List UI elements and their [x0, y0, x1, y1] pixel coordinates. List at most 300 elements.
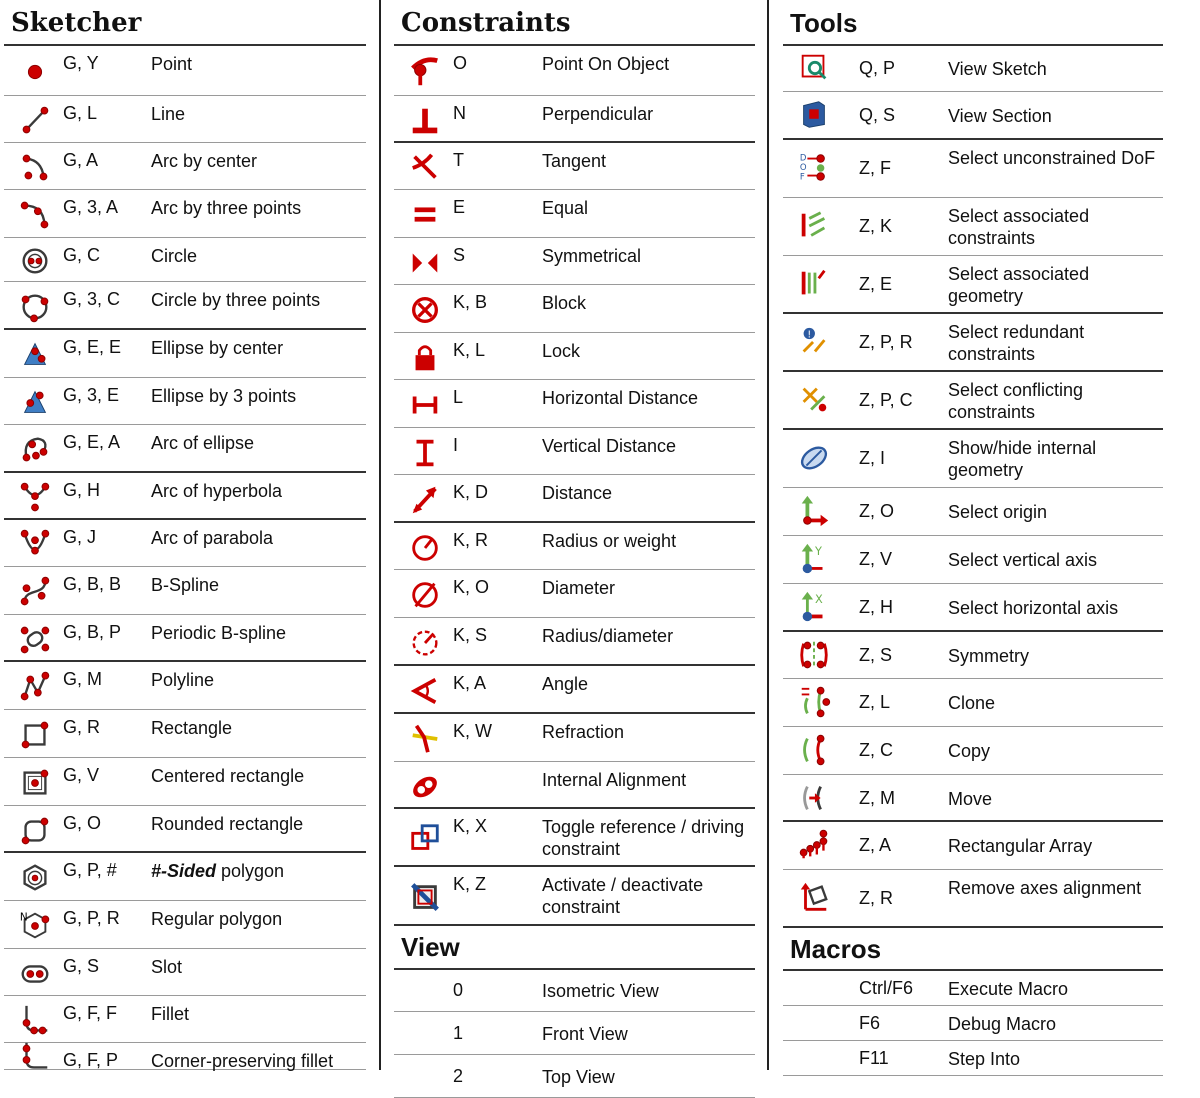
svg-text:!: ! — [807, 329, 812, 341]
command-label — [151, 245, 362, 267]
shortcut-key: K, S — [453, 625, 488, 645]
command-label — [542, 245, 751, 267]
polygon-icon — [18, 861, 52, 895]
select-dof-icon — [797, 151, 831, 185]
vertical-distance-icon-graphic — [408, 436, 442, 470]
command-text: Select redundant constraints — [948, 322, 1085, 364]
command-text: Horizontal Distance — [542, 388, 699, 408]
shortcut-key: Z, I — [859, 448, 885, 468]
macro-row — [783, 971, 1163, 1006]
rectangular-array-icon-graphic — [797, 828, 831, 862]
select-constraints-icon — [797, 209, 831, 243]
shortcut-row — [783, 584, 1163, 632]
command-text: Move — [948, 788, 993, 809]
shortcut-key: 2 — [453, 1065, 464, 1086]
shortcut-key: Z, F — [859, 158, 891, 178]
shortcut-key: Z, K — [859, 216, 893, 236]
regular-polygon-icon — [18, 909, 52, 943]
shortcut-row — [394, 46, 755, 96]
command-label — [948, 788, 1159, 810]
shortcut-key: K, D — [453, 482, 489, 502]
command-label — [151, 289, 362, 311]
polyline-icon-graphic — [18, 670, 52, 704]
radius-icon-graphic — [408, 531, 442, 565]
shortcut-key: K, A — [453, 673, 487, 693]
command-text: Line — [151, 104, 186, 124]
command-label — [948, 597, 1159, 619]
command-text: Select horizontal axis — [948, 598, 1119, 618]
shortcut-row — [394, 96, 755, 143]
select-conflicting-icon — [797, 383, 831, 417]
shortcut-key: Z, S — [859, 644, 893, 665]
circle-icon — [18, 244, 52, 278]
shortcut-row — [4, 996, 366, 1043]
select-dof-icon-graphic — [797, 151, 831, 185]
command-text: Show/hide internal geometry — [948, 438, 1097, 480]
view-sketch-icon — [797, 51, 831, 85]
shortcut-key: G, V — [63, 765, 100, 785]
command-label — [151, 622, 362, 644]
symmetrical-icon-graphic — [408, 246, 442, 280]
symmetrical-icon — [408, 246, 442, 280]
shortcut-key: O — [453, 53, 468, 73]
shortcut-key: Z, A — [859, 835, 892, 855]
command-text: Debug Macro — [948, 1013, 1057, 1034]
view-section-icon-graphic — [797, 98, 831, 132]
radius-icon — [408, 531, 442, 565]
select-constraints-icon-graphic — [797, 209, 831, 243]
command-label — [151, 1050, 362, 1072]
internal-alignment-icon — [408, 770, 442, 804]
equal-icon-graphic — [408, 198, 442, 232]
arc-center-icon-graphic — [18, 151, 52, 185]
command-text: Centered rectangle — [151, 766, 305, 786]
shortcut-row — [783, 92, 1163, 140]
shortcut-key: G, F, F — [63, 1003, 117, 1023]
command-text: Step Into — [948, 1048, 1021, 1069]
tangent-icon — [408, 151, 442, 185]
macros-title: Macros — [790, 934, 882, 964]
shortcut-key: G, P, R — [63, 908, 120, 928]
command-label — [948, 205, 1159, 249]
command-text: Arc of hyperbola — [151, 481, 283, 501]
shortcut-row — [394, 523, 755, 570]
macro-row — [783, 1006, 1163, 1041]
distance-icon — [408, 483, 442, 517]
command-text: Radius or weight — [542, 531, 677, 551]
shortcut-row — [783, 256, 1163, 314]
command-text: Arc by center — [151, 151, 258, 171]
command-text: Diameter — [542, 578, 616, 598]
shortcut-key: F11 — [859, 1047, 889, 1068]
refraction-icon-graphic — [408, 722, 442, 756]
shortcut-row — [783, 822, 1163, 870]
shortcut-key: I — [453, 435, 459, 455]
radius-diameter-icon-graphic — [408, 626, 442, 660]
sketcher-header — [4, 0, 366, 46]
shortcut-row — [4, 190, 366, 238]
shortcut-key: L — [453, 387, 464, 407]
slot-icon-graphic — [18, 957, 52, 991]
ellipse-center-icon — [18, 338, 52, 372]
command-label — [151, 337, 362, 359]
shortcut-row — [394, 285, 755, 333]
shortcut-row — [4, 143, 366, 190]
shortcut-key: E — [453, 197, 466, 217]
circle-3points-icon-graphic — [18, 290, 52, 324]
svg-text:D: D — [799, 153, 807, 164]
command-label — [151, 908, 362, 930]
point-icon-graphic — [18, 55, 52, 89]
command-label — [542, 292, 751, 314]
rectangle-icon-graphic — [18, 718, 52, 752]
shortcut-row — [783, 314, 1163, 372]
select-origin-icon-graphic — [797, 494, 831, 528]
command-label — [948, 692, 1159, 714]
shortcut-row — [783, 488, 1163, 536]
shortcut-row — [394, 380, 755, 428]
svg-text:Y: Y — [814, 544, 822, 559]
move-icon-graphic — [797, 781, 831, 815]
diameter-icon — [408, 578, 442, 612]
command-label — [948, 740, 1159, 762]
shortcut-key: G, E, E — [63, 337, 122, 357]
shortcut-row — [394, 333, 755, 380]
command-text: Select conflicting constraints — [948, 380, 1084, 422]
shortcut-row — [783, 46, 1163, 92]
shortcut-key: Z, P, C — [859, 390, 913, 410]
shortcut-key: S — [453, 245, 466, 265]
circle-icon-graphic — [18, 244, 52, 278]
command-label — [151, 480, 362, 502]
shortcut-key: G, F, P — [63, 1050, 119, 1070]
command-text: Ellipse by 3 points — [151, 386, 297, 406]
command-label — [151, 717, 362, 739]
shortcut-key: G, J — [63, 527, 97, 547]
shortcut-key: Z, H — [859, 597, 893, 617]
command-label — [948, 1013, 1159, 1035]
angle-icon-graphic — [408, 674, 442, 708]
command-label — [948, 1048, 1159, 1070]
svg-text:N: N — [19, 911, 28, 924]
command-label — [151, 860, 362, 882]
shortcut-row — [783, 430, 1163, 488]
command-label — [948, 321, 1159, 365]
centered-rectangle-icon — [18, 766, 52, 800]
shortcut-key: K, X — [453, 816, 488, 836]
horizontal-axis-icon-graphic — [797, 590, 831, 624]
shortcut-key: G, S — [63, 956, 100, 976]
fillet-icon — [18, 1004, 52, 1038]
shortcut-key: K, O — [453, 577, 490, 597]
shortcut-row — [394, 809, 755, 867]
command-label — [542, 482, 751, 504]
column-divider-right — [767, 0, 769, 1070]
command-label — [542, 435, 751, 457]
shortcut-row — [4, 378, 366, 425]
horizontal-axis-icon — [797, 590, 831, 624]
shortcut-key: G, 3, A — [63, 197, 119, 217]
command-label — [542, 577, 751, 599]
command-text: B-Spline — [151, 575, 220, 595]
shortcut-key: G, H — [63, 480, 101, 500]
command-text: Periodic B-spline — [151, 623, 287, 643]
block-icon — [408, 293, 442, 327]
command-label — [542, 625, 751, 647]
command-text: Rectangle — [151, 718, 233, 738]
command-label — [948, 379, 1159, 423]
shortcut-key: G, A — [63, 150, 99, 170]
command-text: Rounded rectangle — [151, 814, 304, 834]
select-redundant-icon-graphic — [797, 325, 831, 359]
vertical-axis-icon — [797, 542, 831, 576]
select-geometry-icon-graphic — [797, 267, 831, 301]
view-section-icon — [797, 98, 831, 132]
horizontal-distance-icon — [408, 388, 442, 422]
shortcut-row — [394, 238, 755, 285]
shortcut-row — [4, 473, 366, 520]
select-geometry-icon — [797, 267, 831, 301]
shortcut-key: Z, P, R — [859, 332, 913, 352]
polygon-icon-graphic — [18, 861, 52, 895]
command-text: Ellipse by center — [151, 338, 284, 358]
command-label — [948, 501, 1159, 523]
command-label — [151, 813, 362, 835]
view-row — [394, 1012, 755, 1055]
command-label — [948, 645, 1159, 667]
rounded-rectangle-icon — [18, 814, 52, 848]
angle-icon — [408, 674, 442, 708]
command-text: Regular polygon — [151, 909, 283, 929]
perpendicular-icon-graphic — [408, 104, 442, 138]
command-label — [542, 673, 751, 695]
shortcut-row — [4, 710, 366, 758]
shortcut-key: G, M — [63, 669, 102, 689]
command-text: Circle — [151, 246, 198, 266]
block-icon-graphic — [408, 293, 442, 327]
shortcut-key: G, P, # — [63, 860, 117, 880]
command-text: Tangent — [542, 151, 607, 171]
command-label — [542, 1066, 751, 1088]
shortcut-row — [4, 238, 366, 282]
rectangular-array-icon — [797, 828, 831, 862]
copy-icon — [797, 733, 831, 767]
point-icon — [18, 55, 52, 89]
clone-icon — [797, 685, 831, 719]
command-label — [542, 874, 751, 918]
shortcut-row — [783, 372, 1163, 430]
internal-geometry-icon-graphic — [797, 441, 831, 475]
command-label — [542, 1023, 751, 1045]
column-divider-left — [379, 0, 381, 1070]
command-label — [151, 150, 362, 172]
arc-ellipse-icon — [18, 433, 52, 467]
line-icon-graphic — [18, 104, 52, 138]
svg-text:X: X — [814, 592, 823, 607]
shortcut-row — [4, 425, 366, 473]
shortcut-key: N — [453, 103, 466, 123]
command-label — [542, 530, 751, 552]
rounded-rectangle-icon-graphic — [18, 814, 52, 848]
arc-ellipse-icon-graphic — [18, 433, 52, 467]
command-label — [948, 877, 1159, 899]
shortcut-row — [4, 615, 366, 662]
command-text: Select vertical axis — [948, 550, 1098, 570]
command-label — [542, 150, 751, 172]
shortcut-row — [4, 806, 366, 853]
command-label — [948, 147, 1159, 169]
command-text: Activate / deactivate constraint — [542, 875, 704, 917]
command-text: Radius/diameter — [542, 626, 674, 646]
command-text: Copy — [948, 741, 991, 761]
shortcut-row — [783, 536, 1163, 584]
shortcut-key: 0 — [453, 980, 464, 1000]
shortcut-row — [394, 143, 755, 190]
shortcut-key: G, C — [63, 245, 101, 265]
command-text: Arc by three points — [151, 198, 302, 218]
shortcut-row — [4, 901, 366, 949]
shortcut-key: Z, O — [859, 501, 894, 521]
corner-fillet-icon — [18, 1041, 52, 1075]
shortcut-row — [394, 666, 755, 714]
periodic-bspline-icon — [18, 623, 52, 657]
toggle-reference-icon-graphic — [408, 822, 442, 856]
shortcut-row — [4, 330, 366, 378]
fillet-icon-graphic — [18, 1004, 52, 1038]
sketcher-title: Sketcher — [11, 8, 142, 38]
arc-parabola-icon-graphic — [18, 528, 52, 562]
view-title: View — [401, 932, 460, 962]
line-icon — [18, 104, 52, 138]
shortcut-row — [4, 662, 366, 710]
shortcut-row — [783, 632, 1163, 679]
remove-axes-icon — [797, 881, 831, 915]
command-label — [948, 58, 1159, 80]
command-label — [542, 103, 751, 125]
shortcut-row — [783, 140, 1163, 198]
svg-text:F: F — [799, 172, 805, 183]
shortcut-key: Z, V — [859, 549, 893, 569]
shortcut-row — [4, 853, 366, 901]
command-label — [542, 197, 751, 219]
symmetry-icon — [797, 638, 831, 672]
macros-header — [783, 928, 1163, 971]
shortcut-row — [4, 96, 366, 143]
shortcut-row — [4, 282, 366, 330]
command-text: Angle — [542, 674, 589, 694]
shortcut-row — [783, 198, 1163, 256]
command-label — [542, 816, 751, 860]
command-label — [151, 103, 362, 125]
command-label — [948, 978, 1159, 1000]
shortcut-row — [394, 475, 755, 523]
shortcut-key: G, L — [63, 103, 98, 123]
command-label — [542, 721, 751, 743]
horizontal-distance-icon-graphic — [408, 388, 442, 422]
command-text: Point On Object — [542, 54, 670, 74]
tools-header — [783, 0, 1163, 46]
command-text: Top View — [542, 1066, 615, 1087]
macro-row — [783, 1041, 1163, 1076]
command-text: Vertical Distance — [542, 436, 677, 456]
command-text: Point — [151, 54, 193, 74]
command-label — [151, 197, 362, 219]
command-text: Select associated geometry — [948, 264, 1090, 306]
lock-icon — [408, 341, 442, 375]
shortcut-key: G, B, P — [63, 622, 122, 642]
command-text: Perpendicular — [542, 104, 654, 124]
equal-icon — [408, 198, 442, 232]
centered-rectangle-icon-graphic — [18, 766, 52, 800]
shortcut-key: G, Y — [63, 53, 99, 73]
shortcut-key: G, E, A — [63, 432, 121, 452]
vertical-axis-icon-graphic — [797, 542, 831, 576]
arc-hyperbola-icon-graphic — [18, 481, 52, 515]
shortcut-row — [783, 727, 1163, 775]
view-row — [394, 970, 755, 1012]
command-text: Rectangular Array — [948, 836, 1093, 856]
point-on-object-icon — [408, 55, 442, 89]
view-header — [394, 926, 755, 970]
shortcut-key: Z, R — [859, 888, 893, 908]
diameter-icon-graphic — [408, 578, 442, 612]
shortcut-row — [394, 714, 755, 762]
command-label — [151, 574, 362, 596]
tools-title: Tools — [790, 8, 858, 38]
command-label — [542, 387, 751, 409]
clone-icon-graphic — [797, 685, 831, 719]
command-text: Clone — [948, 693, 996, 713]
shortcut-key: K, L — [453, 340, 486, 360]
shortcut-key: Z, E — [859, 274, 893, 294]
command-text: Select associated constraints — [948, 206, 1090, 248]
command-label — [151, 1003, 362, 1025]
tangent-icon-graphic — [408, 151, 442, 185]
activate-constraint-icon — [408, 881, 442, 915]
shortcut-row — [394, 570, 755, 618]
command-text: Arc of ellipse — [151, 433, 255, 453]
rectangle-icon — [18, 718, 52, 752]
arc-3points-icon — [18, 198, 52, 232]
select-origin-icon — [797, 494, 831, 528]
shortcut-row — [4, 567, 366, 615]
shortcut-key: Q, S — [859, 105, 896, 125]
shortcut-key: Z, C — [859, 740, 893, 760]
command-text: Symmetrical — [542, 246, 642, 266]
constraints-title: Constraints — [401, 8, 571, 38]
shortcut-key: Z, M — [859, 787, 895, 808]
shortcut-key: Q, P — [859, 58, 896, 78]
move-icon — [797, 781, 831, 815]
radius-diameter-icon — [408, 626, 442, 660]
shortcut-row — [394, 428, 755, 475]
bspline-icon-graphic — [18, 575, 52, 609]
shortcut-key: G, 3, E — [63, 385, 120, 405]
shortcut-row — [4, 46, 366, 96]
shortcut-key: G, O — [63, 813, 102, 833]
ellipse-3points-icon — [18, 386, 52, 420]
svg-text:O: O — [799, 162, 807, 173]
command-text: Select unconstrained DoF — [948, 148, 1156, 168]
command-text: Equal — [542, 198, 589, 218]
refraction-icon — [408, 722, 442, 756]
command-text: View Sketch — [948, 59, 1047, 79]
perpendicular-icon — [408, 104, 442, 138]
command-text: Slot — [151, 957, 183, 977]
command-label — [542, 769, 751, 791]
command-label — [542, 980, 751, 1002]
command-label — [151, 669, 362, 691]
